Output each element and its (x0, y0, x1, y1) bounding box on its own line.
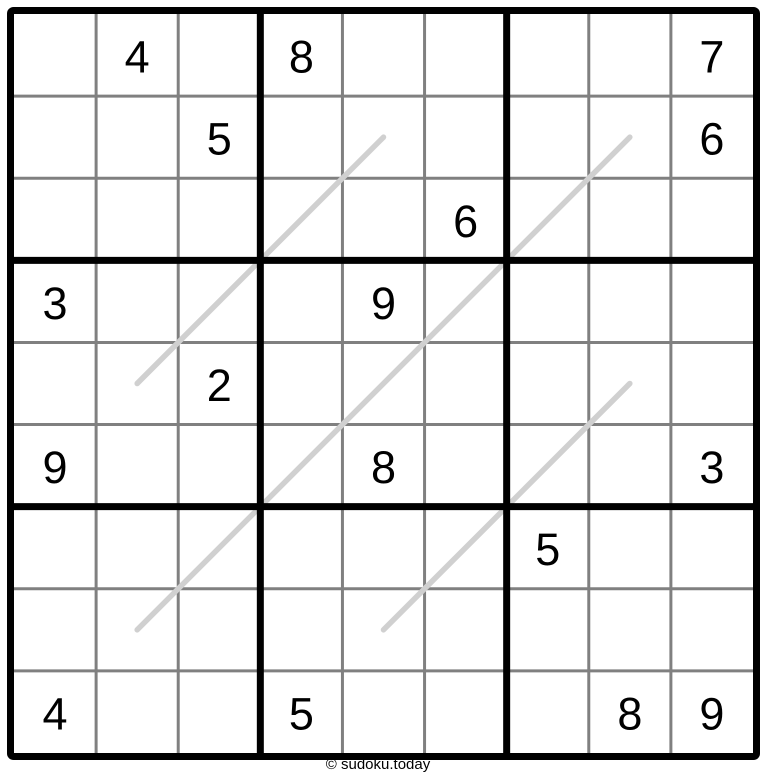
given-digit-r9c8: 8 (617, 688, 643, 740)
cell-r3c3[interactable] (178, 178, 260, 260)
cell-r4c2[interactable] (96, 260, 178, 342)
given-digit-r4c5: 9 (370, 277, 397, 329)
cell-r6c6[interactable] (425, 425, 507, 507)
cell-r9c3[interactable] (178, 671, 260, 753)
cell-r5c7[interactable] (507, 342, 589, 424)
given-digit-r7c7: 5 (535, 524, 561, 576)
cell-r4c9[interactable] (671, 260, 753, 342)
cell-r1c3[interactable] (178, 14, 260, 96)
cell-r8c6[interactable] (425, 589, 507, 671)
cell-r4c4[interactable] (260, 260, 342, 342)
cell-r4c7[interactable] (507, 260, 589, 342)
cell-r5c1[interactable] (14, 342, 96, 424)
cell-r6c2[interactable] (96, 425, 178, 507)
cell-r7c1[interactable] (14, 507, 96, 589)
cell-r6c8[interactable] (589, 425, 671, 507)
cell-r3c2[interactable] (96, 178, 178, 260)
given-digit-r1c9: 7 (699, 31, 725, 83)
cell-r7c5[interactable] (342, 507, 424, 589)
cell-r2c4[interactable] (260, 96, 342, 178)
cell-r2c6[interactable] (425, 96, 507, 178)
cell-r3c8[interactable] (589, 178, 671, 260)
copyright-text: © sudoku.today (325, 756, 431, 773)
cell-r8c3[interactable] (178, 589, 260, 671)
cell-r1c8[interactable] (589, 14, 671, 96)
given-digit-r9c9: 9 (699, 688, 725, 740)
cell-r7c2[interactable] (96, 507, 178, 589)
cell-r6c3[interactable] (178, 425, 260, 507)
cell-r8c7[interactable] (507, 589, 589, 671)
cell-r9c2[interactable] (96, 671, 178, 753)
cell-r4c8[interactable] (589, 260, 671, 342)
cell-r2c1[interactable] (14, 96, 96, 178)
cell-r5c9[interactable] (671, 342, 753, 424)
given-digit-r9c1: 4 (42, 688, 68, 740)
given-digit-r9c4: 5 (288, 688, 314, 740)
cell-r7c8[interactable] (589, 507, 671, 589)
cell-r2c2[interactable] (96, 96, 178, 178)
given-digit-r3c6: 6 (453, 195, 479, 247)
given-digit-r2c3: 5 (206, 113, 232, 165)
given-digit-r5c3: 2 (206, 360, 232, 411)
cell-r3c5[interactable] (342, 178, 424, 260)
given-digit-r6c5: 8 (370, 442, 397, 494)
cell-r8c4[interactable] (260, 589, 342, 671)
cell-r3c9[interactable] (671, 178, 753, 260)
cell-r1c5[interactable] (342, 14, 424, 96)
cell-r5c6[interactable] (425, 342, 507, 424)
given-digit-r6c9: 3 (699, 442, 725, 494)
cell-r9c6[interactable] (425, 671, 507, 753)
cell-r5c4[interactable] (260, 342, 342, 424)
given-digit-r4c1: 3 (42, 277, 68, 329)
cell-r1c7[interactable] (507, 14, 589, 96)
cell-r2c7[interactable] (507, 96, 589, 178)
cell-r7c4[interactable] (260, 507, 342, 589)
cell-r3c1[interactable] (14, 178, 96, 260)
cell-r7c9[interactable] (671, 507, 753, 589)
given-digit-r1c4: 8 (288, 31, 314, 83)
cell-r1c6[interactable] (425, 14, 507, 96)
cell-r9c7[interactable] (507, 671, 589, 753)
given-digit-r6c1: 9 (42, 442, 68, 494)
given-digit-r2c9: 6 (699, 113, 725, 165)
given-digit-r1c2: 4 (124, 31, 150, 83)
cell-r8c8[interactable] (589, 589, 671, 671)
cell-r1c1[interactable] (14, 14, 96, 96)
cell-r8c1[interactable] (14, 589, 96, 671)
cell-r9c5[interactable] (342, 671, 424, 753)
cell-r8c9[interactable] (671, 589, 753, 671)
